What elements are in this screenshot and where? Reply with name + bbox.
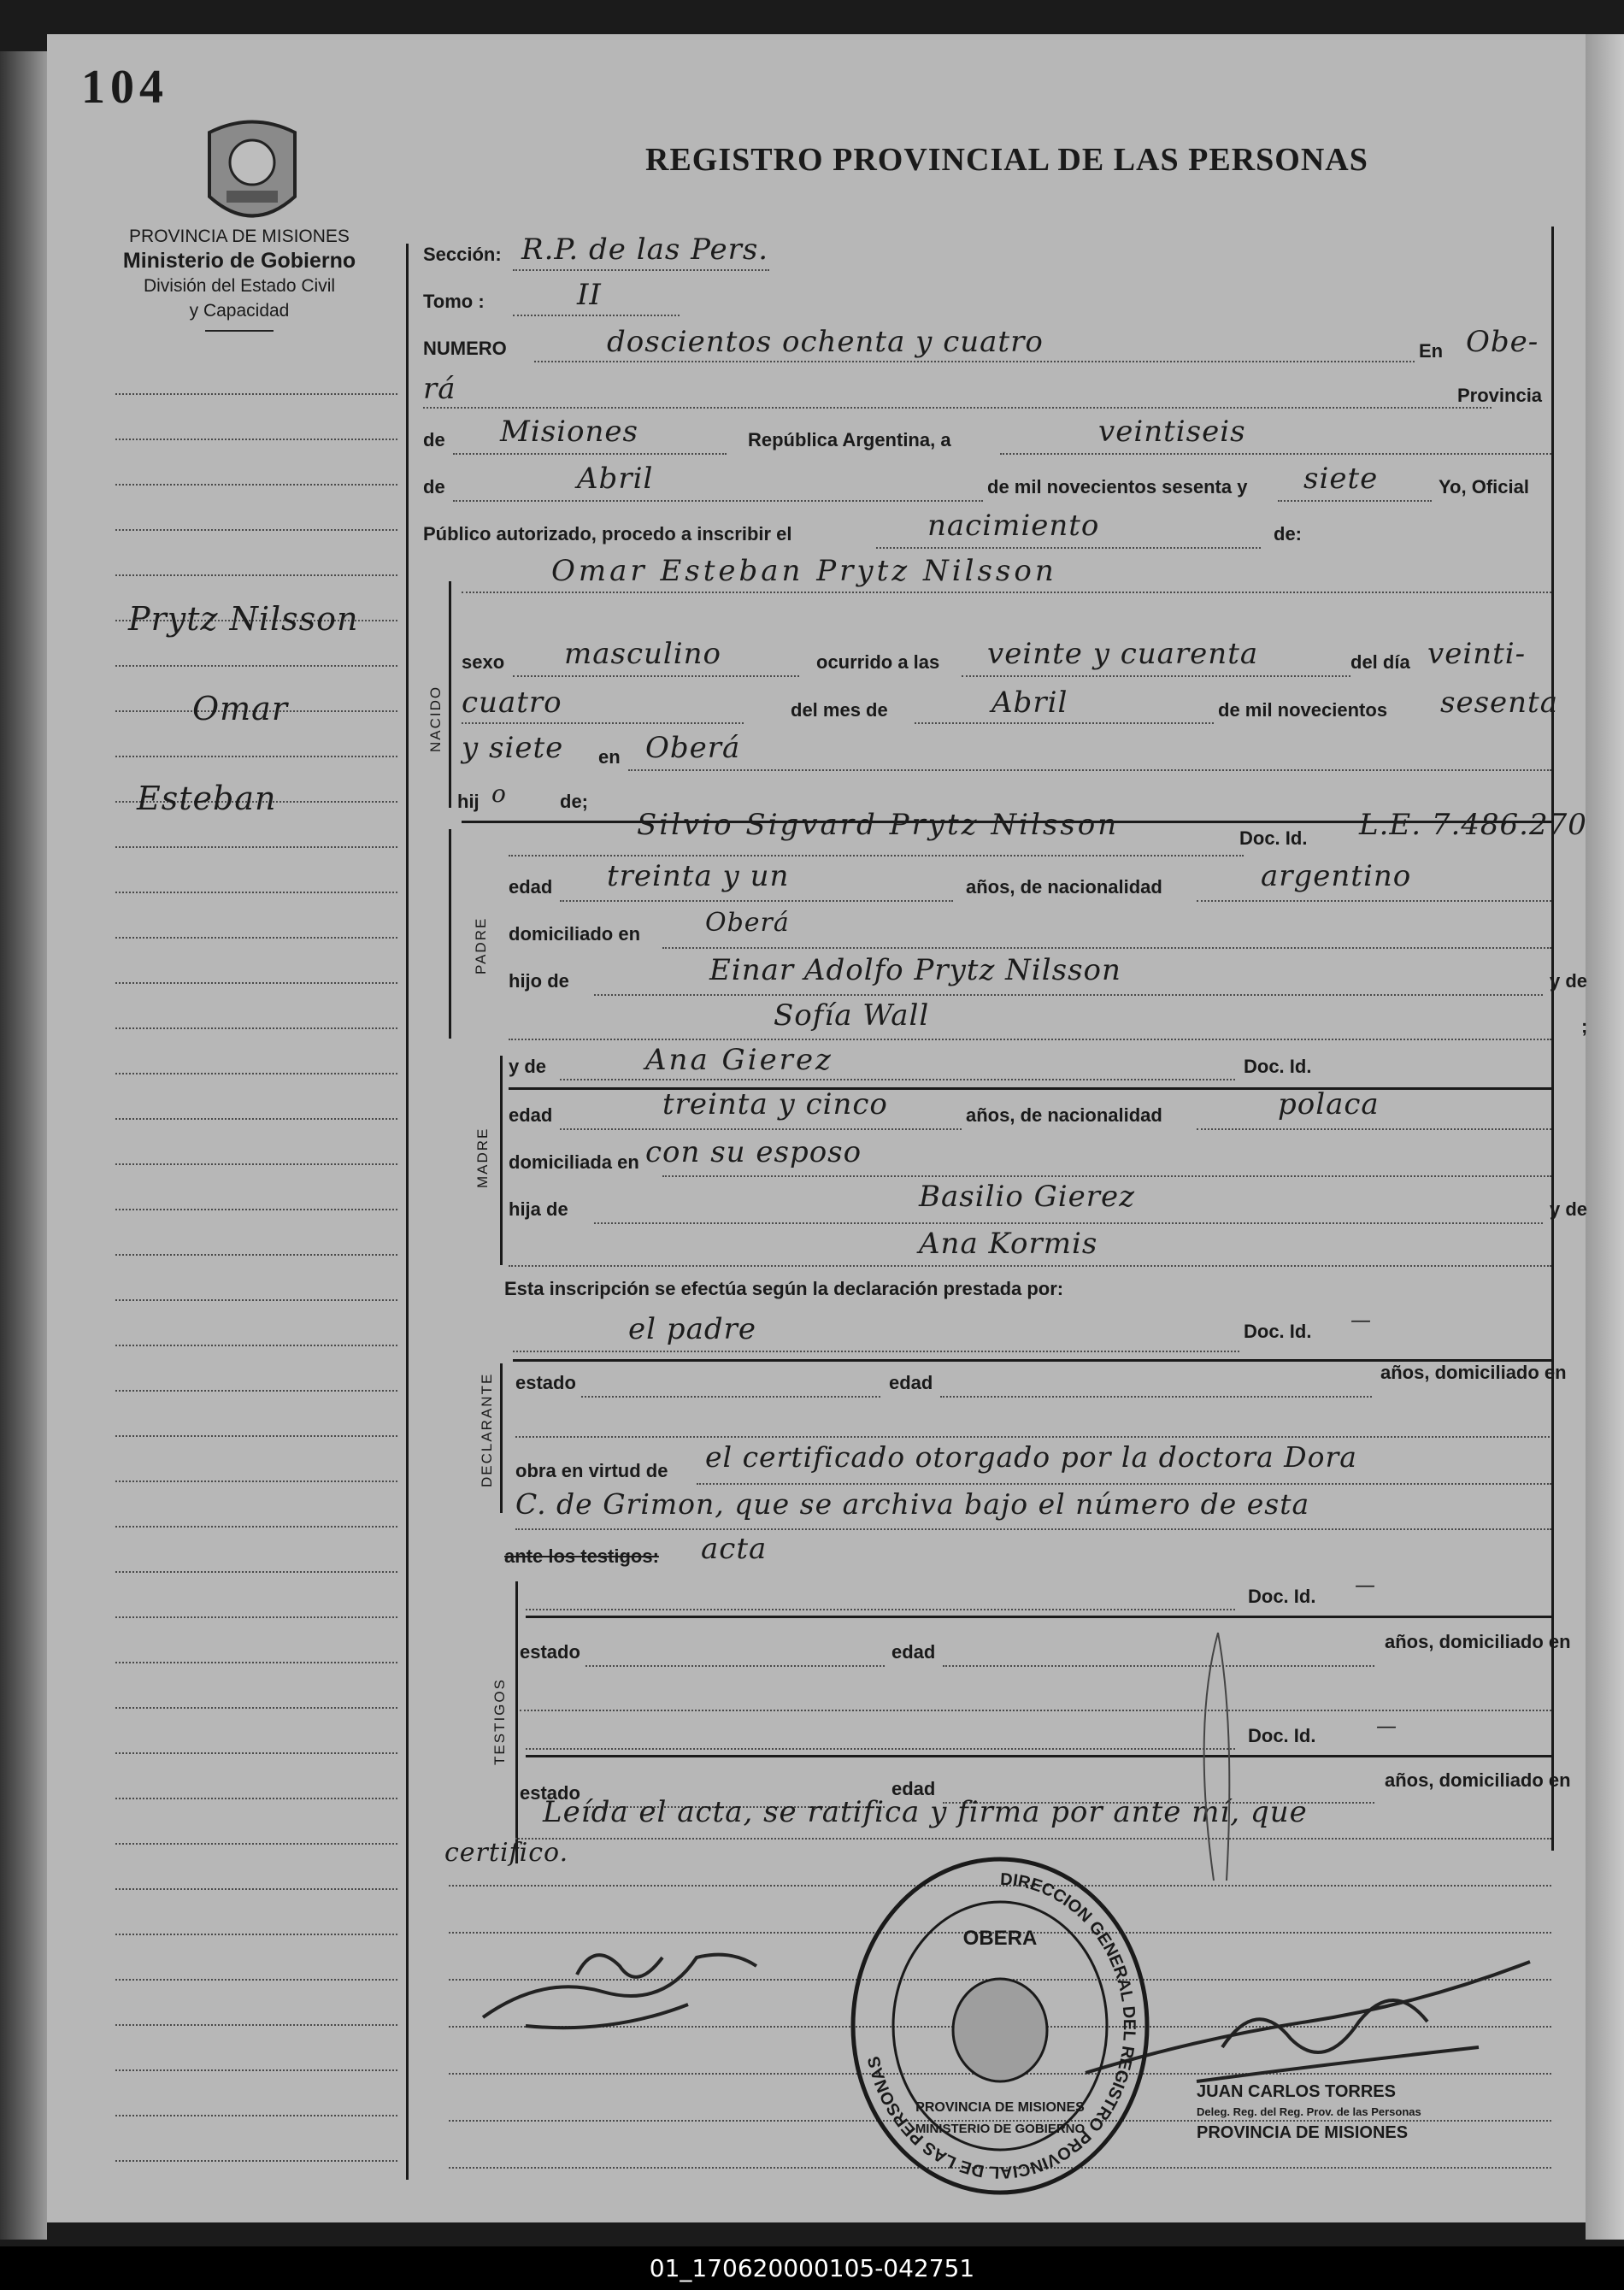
father-parents-label: hijo de (509, 970, 569, 992)
en-label-2: en (598, 746, 621, 768)
margin-rule (115, 2069, 397, 2071)
father-doc-label: Doc. Id. (1239, 827, 1308, 849)
yo-oficial-label: Yo, Oficial (1439, 476, 1529, 497)
father-doc-value: L.E. 7.486.270 (1359, 808, 1587, 842)
register-page (47, 34, 1586, 2222)
father-domicile-rule (662, 947, 1551, 949)
de-label-2: de (423, 476, 445, 497)
margin-rule (115, 1662, 397, 1663)
declarante-bracket (500, 1363, 503, 1513)
del-mes-label: del mes de (791, 699, 888, 721)
hijo-de-label: de; (560, 791, 588, 812)
tomo-rule (513, 315, 680, 316)
declarant-domicile-label: años, domiciliado en (1380, 1362, 1567, 1383)
name-rule (462, 592, 1551, 593)
de-colon-label: de: (1274, 523, 1302, 545)
margin-rule (115, 1209, 397, 1210)
year-rule (1278, 500, 1432, 502)
day-rule (1000, 453, 1551, 455)
father-nationality-rule (1197, 900, 1551, 902)
del-dia-label: del día (1350, 651, 1410, 673)
seccion-label: Sección: (423, 244, 502, 265)
hora-rule (962, 675, 1350, 677)
margin-rule (115, 1345, 397, 1346)
margin-note-first-name: Omar (192, 690, 289, 727)
testigos-bracket (515, 1581, 518, 1863)
mother-parents-label: hija de (509, 1198, 568, 1220)
mother-domicile-value: con su esposo (645, 1135, 862, 1169)
margin-rule (115, 393, 397, 395)
witness1-estado-rule (585, 1665, 885, 1667)
ministry-province: PROVINCIA DE MISIONES (129, 227, 350, 246)
father-age-rule (560, 900, 953, 902)
margin-note-middle-name: Esteban (137, 780, 277, 817)
margin-rule (115, 1027, 397, 1029)
sexo-label: sexo (462, 651, 505, 673)
hijo-letter: o (491, 780, 507, 808)
month-value: Abril (577, 462, 654, 496)
madre-section-label: MADRE (474, 1127, 491, 1188)
closing-line1: Leída el acta, se ratifica y firma por ante mí, que (543, 1795, 1308, 1829)
city-value-part1: Obe- (1466, 325, 1539, 359)
margin-rule (115, 1571, 397, 1573)
margin-rule (115, 439, 397, 440)
father-domicile-value: Oberá (705, 908, 790, 938)
page-title: REGISTRO PROVINCIAL DE LAS PERSONAS (645, 142, 1368, 178)
maternal-grandmother-rule (509, 1265, 1551, 1267)
father-nationality-value: argentino (1261, 859, 1412, 893)
obra-label: obra en virtud de (515, 1460, 668, 1481)
witness1-edad-rule (943, 1665, 1374, 1667)
margin-rule (115, 937, 397, 939)
month-rule (453, 500, 983, 502)
year-value: siete (1303, 462, 1379, 496)
margin-rule (115, 1299, 397, 1301)
numero-label: NUMERO (423, 338, 507, 359)
obra-value-line3: acta (701, 1532, 768, 1566)
birth-day-rule (462, 722, 744, 724)
padre-section-label: PADRE (473, 916, 489, 974)
margin-rule (115, 982, 397, 984)
margin-rule (115, 846, 397, 848)
republica-label: República Argentina, a (748, 429, 951, 450)
witness1-doc-label: Doc. Id. (1248, 1586, 1316, 1607)
margin-rule (115, 756, 397, 757)
birth-year-part2: y siete (462, 731, 564, 765)
nacido-bracket (449, 581, 451, 808)
birth-month-rule (915, 722, 1214, 724)
margin-rule (115, 574, 397, 576)
mother-nationality-value: polaca (1278, 1087, 1380, 1121)
margin-rule (115, 1163, 397, 1165)
image-caption: 01_170620000105-042751 (0, 2246, 1624, 2290)
margin-note-surname: Prytz Nilsson (128, 600, 359, 638)
margin-rule (115, 892, 397, 893)
birth-year-part1: sesenta (1440, 686, 1558, 720)
declarant-doc-value: — (1350, 1308, 1372, 1332)
ministry-name: Ministerio de Gobierno (122, 249, 356, 273)
de-label: de (423, 429, 445, 450)
declarant-value: el padre (628, 1312, 756, 1346)
provincia-label: Provincia (1457, 385, 1543, 406)
mother-y-de-label-2: y de (1550, 1198, 1588, 1220)
ocurrido-label: ocurrido a las (816, 651, 940, 673)
mother-age-rule (560, 1128, 962, 1130)
father-name-rule (509, 855, 1244, 857)
margin-rule (115, 1843, 397, 1845)
margin-rule (115, 1118, 397, 1120)
maternal-grandfather: Basilio Gierez (919, 1180, 1136, 1214)
pencil-mark (1167, 1624, 1269, 1898)
margin-rule (115, 1752, 397, 1754)
province-rule (453, 453, 727, 455)
father-age-label: edad (509, 876, 553, 898)
right-border (1551, 227, 1554, 1851)
witness2-name-rule (526, 1748, 1235, 1750)
margin-rule (115, 2160, 397, 2162)
paternal-grandfather-rule (594, 994, 1543, 996)
declarant-edad-rule (940, 1396, 1372, 1398)
witness1-domicile-rule (520, 1710, 1551, 1711)
tomo-label: Tomo : (423, 291, 485, 312)
obra-value-line1: el certificado otorgado por la doctora Dora (705, 1440, 1357, 1474)
birth-month-value: Abril (991, 686, 1068, 720)
registrar-block (1197, 2081, 1421, 2143)
declarant-estado-label: estado (515, 1372, 576, 1393)
closing-rule-1 (515, 1838, 1551, 1840)
father-name: Silvio Sigvard Prytz Nilsson (637, 808, 1120, 842)
witness2-domicile-label: años, domiciliado en (1385, 1769, 1571, 1791)
margin-rule (115, 1073, 397, 1074)
margin-rule (115, 1979, 397, 1981)
declaration-label: Esta inscripción se efectúa según la declaración prestada por: (504, 1278, 1064, 1299)
sexo-rule (513, 675, 799, 677)
maternal-grandmother: Ana Kormis (919, 1227, 1098, 1261)
obra-rule-1 (697, 1483, 1551, 1485)
margin-rule (115, 1435, 397, 1437)
margin-rule (115, 1254, 397, 1256)
nacido-section-label: NACIDO (427, 685, 444, 752)
numero-rule (534, 361, 1415, 362)
mother-name-rule (560, 1079, 1235, 1080)
ante-testigos-label: ante los testigos: (504, 1545, 659, 1567)
declarant-signature (474, 1923, 833, 2052)
mother-nationality-rule (1197, 1128, 1551, 1130)
witness2-top-rule (526, 1755, 1551, 1757)
de-mil-label-2: de mil novecientos (1218, 699, 1388, 721)
child-name: Omar Esteban Prytz Nilsson (551, 554, 1057, 588)
margin-rule (115, 665, 397, 667)
city-rule (423, 407, 1492, 409)
margin-rule (115, 1934, 397, 1935)
witness1-domicile-label: años, domiciliado en (1385, 1631, 1571, 1652)
ministry-header (98, 224, 380, 338)
margin-rule (115, 1526, 397, 1528)
witness1-estado-label: estado (520, 1641, 580, 1663)
mother-nationality-label: años, de nacionalidad (966, 1104, 1162, 1126)
birthplace-rule (628, 769, 1551, 771)
stamp-ring-text: DIRECCION GENERAL DEL REGISTRO PROVINCIAL DE LAS PERSONAS (864, 1869, 1139, 2182)
margin-rule (115, 529, 397, 531)
acto-value: nacimiento (927, 509, 1100, 543)
declarant-estado-rule (581, 1396, 880, 1398)
testigos-section-label: TESTIGOS (491, 1678, 508, 1765)
mother-y-de-label: y de (509, 1056, 547, 1077)
paternal-grandfather: Einar Adolfo Prytz Nilsson (709, 953, 1121, 987)
birthplace-value: Oberá (645, 731, 741, 765)
province-value: Misiones (500, 415, 638, 449)
margin-rule (115, 2115, 397, 2116)
margin-rule (115, 1888, 397, 1890)
mother-domicile-label: domiciliada en (509, 1151, 639, 1173)
witness2-doc-value: — (1376, 1714, 1397, 1738)
declarant-edad-label: edad (889, 1372, 933, 1393)
mother-doc-label: Doc. Id. (1244, 1056, 1312, 1077)
ministry-capacity: y Capacidad (189, 301, 290, 321)
declarante-section-label: DECLARANTE (479, 1372, 495, 1487)
birth-day-part2: cuatro (462, 686, 562, 720)
margin-rule (115, 1616, 397, 1618)
father-age-value: treinta y un (607, 859, 790, 893)
mother-age-value: treinta y cinco (662, 1087, 888, 1121)
city-value-part2: rá (423, 372, 456, 406)
witness1-doc-value: — (1355, 1573, 1376, 1597)
en-label: En (1419, 340, 1444, 362)
declarant-domicile-rule (515, 1436, 1550, 1438)
page-number: 104 (81, 61, 168, 114)
hijo-label: hij (457, 791, 480, 812)
ministry-divider (205, 330, 274, 332)
father-y-de-label: y de (1550, 970, 1588, 992)
book-binding (0, 51, 47, 2240)
numero-value: doscientos ochenta y cuatro (607, 325, 1044, 359)
margin-rule (115, 2024, 397, 2026)
birth-day-part1: veinti- (1427, 637, 1527, 671)
registrar-role: Deleg. Reg. del Reg. Prov. de las Personas (1197, 2105, 1421, 2118)
page-edge (1586, 34, 1624, 2240)
stamp-city: OBERA (962, 1927, 1038, 1950)
margin-divider (406, 244, 409, 2180)
witness2-edad-label: edad (891, 1778, 936, 1799)
declarant-doc-label: Doc. Id. (1244, 1321, 1312, 1342)
witness1-edad-label: edad (891, 1641, 936, 1663)
margin-rule (115, 1390, 397, 1392)
mother-name: Ana Gierez (645, 1043, 833, 1077)
margin-rule (115, 1481, 397, 1482)
registrar-province: PROVINCIA DE MISIONES (1197, 2123, 1409, 2142)
margin-rule (115, 1707, 397, 1709)
paternal-grandmother: Sofía Wall (774, 998, 930, 1033)
province-seal-icon (201, 115, 303, 235)
publico-label: Público autorizado, procedo a inscribir el (423, 523, 792, 545)
father-semicolon: ; (1581, 1015, 1588, 1037)
registrar-name: JUAN CARLOS TORRES (1197, 2082, 1396, 2101)
stamp-bottom: PROVINCIA DE MISIONES (915, 2100, 1085, 2115)
sexo-value: masculino (564, 637, 722, 671)
witness1-name-rule (526, 1609, 1235, 1610)
tomo-value: II (577, 278, 602, 312)
ministry-division: División del Estado Civil (143, 276, 336, 296)
maternal-grandfather-rule (594, 1222, 1543, 1224)
seccion-value: R.P. de las Pers. (521, 233, 769, 267)
witness2-estado-label: estado (520, 1782, 580, 1804)
day-value: veintiseis (1098, 415, 1246, 449)
official-stamp-icon (842, 1851, 1158, 2201)
witness1-top-rule (526, 1616, 1551, 1618)
witness2-doc-label: Doc. Id. (1248, 1725, 1316, 1746)
paternal-grandmother-rule (509, 1039, 1551, 1040)
de-mil-label: de mil novecientos sesenta y (987, 476, 1248, 497)
father-domicile-label: domiciliado en (509, 923, 641, 945)
margin-rule (115, 1798, 397, 1799)
madre-bracket (500, 1056, 503, 1265)
declarant-rule (513, 1351, 1239, 1352)
mother-age-label: edad (509, 1104, 553, 1126)
margin-rule (115, 484, 397, 486)
acto-rule (876, 547, 1261, 549)
stamp-ministry: MINISTERIO DE GOBIERNO (915, 2122, 1086, 2136)
obra-rule-2 (515, 1528, 1551, 1530)
hora-value: veinte y cuarenta (987, 637, 1259, 671)
father-nationality-label: años, de nacionalidad (966, 876, 1162, 898)
seccion-rule (513, 269, 769, 271)
padre-bracket (449, 829, 451, 1039)
mother-domicile-rule (662, 1175, 1551, 1177)
obra-value-line2: C. de Grimon, que se archiva bajo el número de esta (515, 1487, 1310, 1521)
closing-line2: certifico. (444, 1838, 569, 1868)
